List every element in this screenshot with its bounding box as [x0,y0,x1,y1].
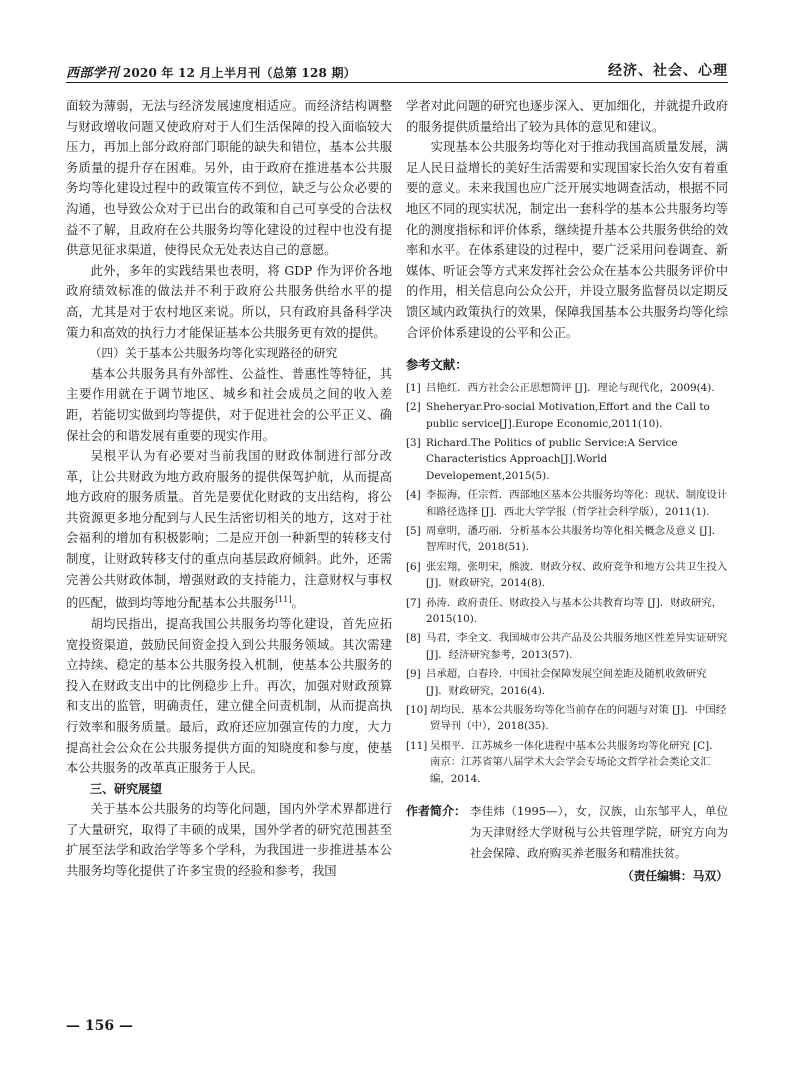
reference-text: 吕承超，白春玲．中国社会保障发展空间差距及随机收敛研究 [J]．财政研究，2016(4). [426,668,707,697]
reference-number: [5] [406,524,421,537]
running-header [66,58,728,83]
journal-info [66,62,356,81]
author-label: 作者简介： [406,804,467,819]
reference-text: 吕艳红．西方社会公正思想简评 [J]．理论与现代化，2009(4). [426,381,715,394]
paragraph: 学者对此问题的研究也逐步深入、更加细化，并就提升政府的服务提供质量给出了较为具体的意见和建议。 [406,99,728,134]
reference-item [406,399,728,432]
reference-text: 吴根平．江苏城乡一体化进程中基本公共服务均等化研究 [C]．南京：江苏省第八届学术大会学会专场论文哲学社会类论文汇编，2014. [430,739,720,785]
reference-text: 张宏翔，张明宋，熊波．财政分权、政府竞争和地方公共卫生投入 [J]．财政研究，2014(8). [426,560,728,590]
reference-number: [11] [406,739,428,752]
reference-item [406,738,728,787]
reference-number: [4] [406,489,421,502]
reference-item [406,380,728,396]
paragraph: 此外，多年的实践结果也表明，将 GDP 作为评价各地政府绩效标准的做法并不利于政府公共服务供给水平的提高，尤其是对于农村地区来说。所以，只有政府具备科学决策力和高效的执行力才能保证基本公共服务更有效的提供。 [66,263,392,340]
reference-number: [8] [406,632,421,645]
citation-marker: [11] [275,595,292,605]
reference-text: 李振海，任宗哲．西部地区基本公共服务均等化：现状、制度设计和路径选择 [J]．西北大学学报（哲学社会科学版），2011(1). [426,489,728,518]
reference-number: [9] [406,668,421,681]
reference-text: 孙涛．政府责任、财政投入与基本公共教育均等 [J]．财政研究，2015(10). [426,596,723,625]
paragraph: 面较为薄弱，无法与经济发展速度相适应。而经济结构调整与财政增收问题又使政府对于人们生活保障的投入面临较大压力，再加上部分政府部门职能的缺失和错位，基本公共服务质量的提升存在困难。另外，由于政府在推进基本公共服务均等化建设过程中的政策宣传不到位，缺乏与公众必要的沟通，也导致公众对于已出台的政策和自己可享受的合法权益不了解，且政府在公共服务均等化建设的过程中也没有提供意见征求渠道，使得民众无处表达自己的意愿。 [66,99,392,258]
paragraph: 实现基本公共服务均等化对于推动我国高质量发展，满足人民日益增长的美好生活需要和实现国家长治久安有着重要的意义。未来我国也应广泛开展实地调查活动，根据不同地区不同的现实状况，制定出一套科学的基本公共服务均等化的测度指标和评价体系，继续提升基本公共服务供给的效率和水平。在体系建设的过程中，要广泛采用问卷调查、新媒体、听证会等方式来发挥社会公众在基本公共服务评价中的作用，相关信息向公众公开，并设立服务监督员以定期反馈区域内政策执行的效果，保障我国基本公共服务均等化综合评价体系建设的公平和公正。 [406,140,728,340]
editor-credit: （责任编辑：马双） [621,869,728,884]
reference-item [406,487,728,520]
reference-number: [2] [406,401,421,414]
reference-item [406,666,728,699]
paragraph: 基本公共服务具有外部性、公益性、普惠性等特征，其主要作用就在于调节地区、城乡和社会成员之间的收入差距，若能切实做到均等提供，对于促进社会的公平正义、确保社会的和谐发展有重要的现实作用。 [66,366,392,443]
reference-text: Sheheryar.Pro-social Motivation,Effort and the Call to public service[J].Europe Economic,2011(10). [426,401,710,430]
section-heading: 三、研究展望 [90,781,163,796]
reference-item [406,630,728,663]
reference-number: [7] [406,596,421,609]
reference-item [406,595,728,628]
page-number: — 156 — [66,1018,133,1034]
journal-logo: 西部学刊 [66,66,119,81]
reference-item [406,702,728,735]
paragraph: 胡均民指出，提高我国公共服务均等化建设，首先应拓宽投资渠道，鼓励民间资金投入到公共服务领域。其次需建立持续、稳定的基本公共服务投入机制，使基本公共服务的投入在财政支出中的比例稳步上升。再次，加强对财政预算和支出的监管，明确责任，建立健全问责机制，从而提高执行效率和服务质量。最后，政府还应加强宣传的力度，大力提高社会公众在公共服务提供方面的知晓度和参与度，使基本公共服务的改革真正服务于人民。 [66,616,392,776]
reference-text: 马君，李全文．我国城市公共产品及公共服务地区性差异实证研究 [J]．经济研究参考，2013(57). [426,632,728,661]
section-title: 经济、社会、心理 [608,63,728,79]
reference-list [406,380,728,787]
paragraph-end: 。 [291,596,304,611]
right-column [406,96,728,887]
reference-number: [6] [406,560,421,573]
reference-item [406,435,728,484]
reference-item [406,523,728,556]
reference-number: [3] [406,436,421,449]
reference-number: [10] [406,704,428,717]
references-title: 参考文献： [406,358,468,373]
left-column [66,96,392,882]
author-text: 李佳炜（1995—），女，汉族，山东邹平人，单位为天津财经大学财税与公共管理学院，研究方向为社会保障、政府购买养老服务和精准扶贫。 [470,804,728,861]
reference-number: [1] [406,381,421,394]
reference-text: 周章明，潘巧丽．分析基本公共服务均等化相关概念及意义 [J]．智库时代，2018(51). [426,524,723,554]
author-bio [406,801,728,864]
reference-text: 胡均民．基本公共服务均等化当前存在的问题与对策 [J]．中国经贸导刊（中），2018(35). [430,704,727,733]
reference-text: Richard.The Politics of public Service:A Service Characteristics Approach[J].World Developement,2015(5). [426,436,678,482]
reference-item [406,559,728,592]
issue-info: 2020 年 12 月上半月刊（总第 128 期） [122,66,356,80]
paragraph [66,446,392,614]
paragraph: 关于基本公共服务的均等化问题，国内外学术界都进行了大量研究，取得了丰硕的成果，国外学者的研究范围甚至扩展至法学和政治学等多个学科，为我国进一步推进基本公共服务均等化提供了许多宝贵的经验和参考，我国 [66,802,392,879]
paragraph-text: 吴根平认为有必要对当前我国的财政体制进行部分改革，让公共财政为地方政府服务的提供保驾护航，从而提高地方政府的服务质量。首先是要优化财政的支出结构，将公共资源更多地分配到与人民生活密切相关的地方，这对于社会福利的增加有积极影响；二是应开创一种新型的转移支付制度，让财政转移支付的重点向基层政府倾斜。此外，还需完善公共财政体制，增强财政的支持能力，注意财权与事权的匹配，做到均等地分配基本公共服务 [66,449,392,611]
subsection-heading: （四）关于基本公共服务均等化实现路径的研究 [89,346,338,361]
